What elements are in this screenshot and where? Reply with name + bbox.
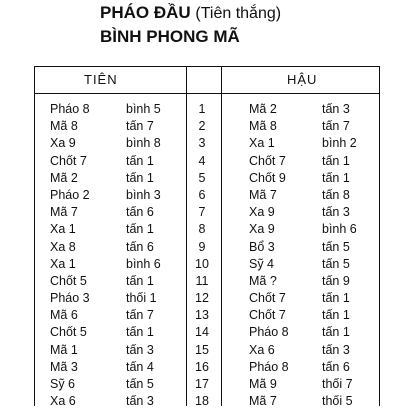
- move-row: [0, 239, 400, 256]
- moves-list: [0, 101, 400, 410]
- move-row: [0, 342, 400, 359]
- move-row: [0, 324, 400, 341]
- move-row: [0, 376, 400, 393]
- tien-piece: Chốt 7: [50, 153, 87, 168]
- hau-piece: Mã ?: [249, 273, 277, 288]
- move-row: [0, 204, 400, 221]
- tien-piece: Pháo 3: [50, 291, 90, 306]
- hau-piece: Mã 9: [249, 377, 277, 391]
- tien-move: tấn 1: [126, 170, 154, 185]
- tien-move: tấn 1: [126, 273, 154, 288]
- move-number: 9: [198, 239, 206, 254]
- move-number: 17: [195, 377, 209, 391]
- hau-move: bình 6: [322, 222, 357, 237]
- move-row: [0, 273, 400, 290]
- hau-move: tấn 1: [322, 153, 350, 168]
- move-row: [0, 256, 400, 273]
- move-row: [0, 221, 400, 238]
- hau-piece: Bổ 3: [249, 239, 275, 254]
- move-number: 13: [195, 308, 209, 323]
- hau-move: tấn 9: [322, 273, 350, 288]
- title-main: PHÁO ĐẦU: [100, 3, 191, 22]
- tien-piece: Mã 6: [50, 308, 78, 323]
- move-row: [0, 393, 400, 410]
- header-divider: [34, 93, 380, 94]
- tien-move: tấn 4: [126, 359, 154, 374]
- tien-move: tấn 3: [126, 394, 154, 409]
- tien-piece: Mã 7: [50, 205, 78, 220]
- hau-move: tấn 5: [322, 256, 350, 271]
- hau-piece: Chốt 7: [249, 153, 286, 168]
- page-subtitle: BÌNH PHONG MÃ: [100, 27, 240, 46]
- tien-move: bình 5: [126, 102, 161, 116]
- move-row: [0, 290, 400, 307]
- move-number: 12: [195, 291, 209, 306]
- move-row: [0, 359, 400, 376]
- hau-piece: Sỹ 4: [249, 256, 275, 271]
- hau-move: bình 2: [322, 136, 357, 151]
- move-number: 3: [198, 136, 206, 151]
- hau-move: thối 5: [322, 394, 353, 409]
- tien-move: tấn 7: [126, 308, 154, 323]
- tien-piece: Mã 8: [50, 119, 78, 134]
- move-row: [0, 135, 400, 152]
- hau-piece: Xa 9: [249, 222, 275, 237]
- move-number: 1: [198, 102, 206, 116]
- hau-move: tấn 1: [322, 325, 350, 340]
- tien-move: tấn 3: [126, 342, 154, 357]
- tien-move: thối 1: [126, 291, 157, 306]
- hau-piece: Chốt 9: [249, 170, 286, 185]
- hau-piece: Pháo 8: [249, 325, 289, 340]
- hau-move: tấn 5: [322, 239, 350, 254]
- hau-move: tấn 3: [322, 342, 350, 357]
- tien-piece: Mã 1: [50, 342, 78, 357]
- hau-piece: Chốt 7: [249, 308, 286, 323]
- move-number: 2: [198, 119, 206, 134]
- hau-move: tấn 8: [322, 187, 350, 202]
- tien-move: tấn 7: [126, 119, 154, 134]
- hau-move: tấn 1: [322, 291, 350, 306]
- move-row: [0, 153, 400, 170]
- tien-piece: Chốt 5: [50, 273, 87, 288]
- tien-move: bình 6: [126, 256, 161, 271]
- move-number: 6: [198, 187, 206, 202]
- tien-piece: Mã 2: [50, 170, 78, 185]
- tien-piece: Chốt 5: [50, 325, 87, 340]
- tien-piece: Mã 3: [50, 359, 78, 374]
- hau-piece: Chốt 7: [249, 291, 286, 306]
- move-row: [0, 101, 400, 118]
- move-number: 10: [195, 256, 209, 271]
- move-number: 8: [198, 222, 206, 237]
- tien-piece: Xa 8: [50, 239, 76, 254]
- tien-piece: Sỹ 6: [50, 377, 76, 391]
- page-title: [100, 2, 281, 25]
- tien-move: tấn 1: [126, 325, 154, 340]
- hau-piece: Xa 6: [249, 342, 275, 357]
- move-number: 5: [198, 170, 206, 185]
- tien-piece: Xa 6: [50, 394, 76, 409]
- title-sub: (Tiên thắng): [195, 5, 282, 22]
- move-row: [0, 307, 400, 324]
- tien-piece: Pháo 8: [50, 102, 90, 116]
- header-hau: HẬU: [287, 72, 318, 87]
- tien-move: tấn 6: [126, 205, 154, 220]
- hau-piece: Pháo 8: [249, 359, 289, 374]
- hau-move: thối 7: [322, 377, 353, 391]
- hau-piece: Mã 7: [249, 394, 277, 409]
- move-number: 7: [198, 205, 206, 220]
- tien-move: tấn 1: [126, 153, 154, 168]
- hau-move: tấn 7: [322, 119, 350, 134]
- hau-move: tấn 3: [322, 102, 350, 116]
- tien-move: bình 8: [126, 136, 161, 151]
- hau-piece: Xa 1: [249, 136, 275, 151]
- hau-piece: Mã 7: [249, 187, 277, 202]
- move-number: 18: [195, 394, 209, 409]
- hau-piece: Xa 9: [249, 205, 275, 220]
- move-row: [0, 170, 400, 187]
- hau-piece: Mã 8: [249, 119, 277, 134]
- tien-move: tấn 5: [126, 377, 154, 391]
- move-row: [0, 118, 400, 135]
- tien-piece: Xa 9: [50, 136, 76, 151]
- move-number: 15: [195, 342, 209, 357]
- move-number: 16: [195, 359, 209, 374]
- move-number: 4: [198, 153, 206, 168]
- tien-move: tấn 1: [126, 222, 154, 237]
- tien-piece: Xa 1: [50, 222, 76, 237]
- header-tien: TIÊN: [84, 72, 118, 87]
- hau-move: tấn 1: [322, 308, 350, 323]
- hau-move: tấn 1: [322, 170, 350, 185]
- tien-piece: Pháo 2: [50, 187, 90, 202]
- hau-move: tấn 6: [322, 359, 350, 374]
- hau-move: tấn 3: [322, 205, 350, 220]
- tien-move: bình 3: [126, 187, 161, 202]
- hau-piece: Mã 2: [249, 102, 277, 116]
- move-number: 14: [195, 325, 209, 340]
- move-row: [0, 187, 400, 204]
- tien-move: tấn 6: [126, 239, 154, 254]
- tien-piece: Xa 1: [50, 256, 76, 271]
- move-number: 11: [195, 273, 209, 288]
